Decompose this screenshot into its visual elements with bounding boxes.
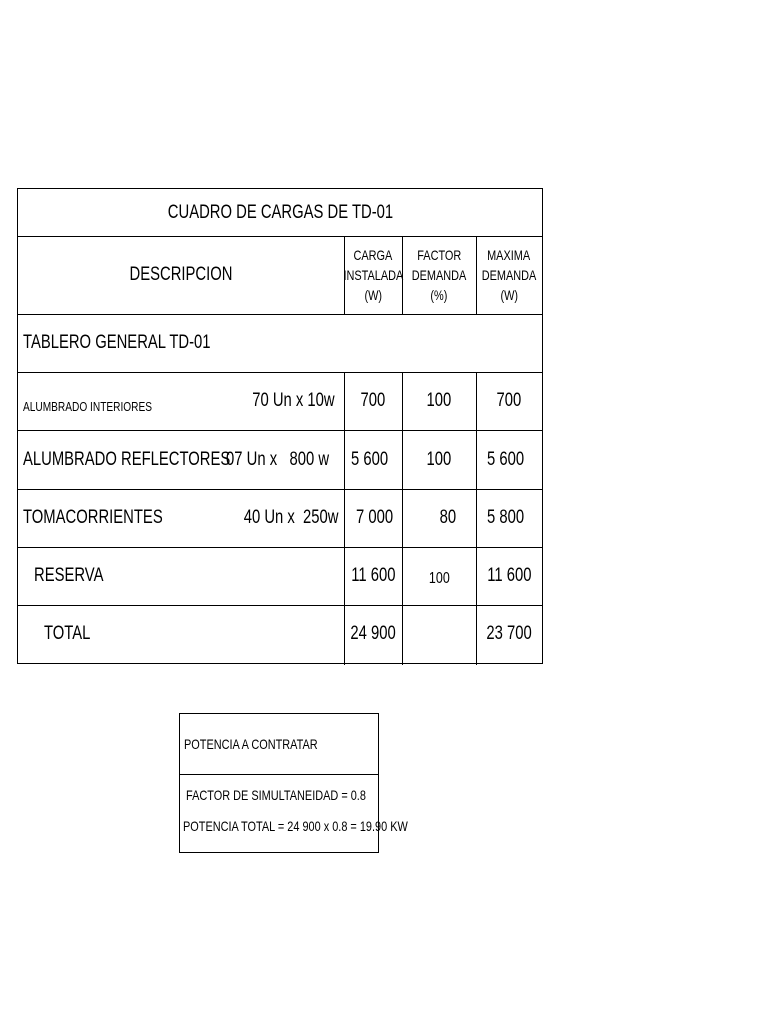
row-factor: 80 [439, 507, 456, 528]
row-factor: 100 [426, 390, 452, 411]
row-maxima-cell [476, 547, 542, 605]
header-factor: FACTOR DEMANDA (%) [411, 247, 467, 303]
total-label: TOTAL [44, 623, 91, 644]
row-carga: 7 000 [356, 507, 394, 528]
row-carga: 700 [360, 390, 386, 411]
row-factor: 100 [426, 448, 452, 470]
row-factor-cell [402, 430, 476, 489]
total-power: POTENCIA TOTAL = 24 900 x 0.8 = 19.90 KW [183, 818, 408, 834]
row-name: ALUMBRADO INTERIORES [23, 398, 153, 414]
contract-title: POTENCIA A CONTRATAR [184, 736, 318, 752]
row-maxima: 11 600 [486, 565, 532, 586]
total-label-cell [44, 605, 244, 663]
row-qty-cell [198, 372, 335, 430]
section-title-cell [23, 314, 343, 372]
row-factor-cell [402, 489, 456, 547]
contract-title-cell [184, 714, 378, 774]
load-table [17, 188, 543, 664]
row-carga-cell [351, 430, 402, 489]
total-factor-cell [402, 605, 476, 663]
row-qty-cell [198, 489, 338, 547]
row-name-cell [34, 547, 234, 605]
row-qty-cell [198, 430, 329, 489]
row-carga-cell [356, 489, 402, 547]
row-carga-cell [344, 372, 402, 430]
row-name: ALUMBRADO REFLECTORES [23, 448, 231, 470]
total-carga: 24 900 [350, 623, 396, 644]
header-descripcion-cell [18, 236, 344, 314]
row-maxima-cell [476, 372, 542, 430]
total-carga-cell [344, 605, 402, 663]
row-name: RESERVA [34, 565, 104, 586]
row-maxima: 5 600 [487, 448, 525, 470]
header-maxima: MAXIMA DEMANDA (W) [481, 247, 537, 303]
table-title-cell [18, 189, 542, 236]
row-name-cell [23, 489, 223, 547]
section-title: TABLERO GENERAL TD-01 [23, 332, 211, 353]
contract-line2-cell [183, 813, 408, 839]
row-qty: 07 Un x 800 w [226, 448, 329, 470]
row-maxima-cell [487, 489, 542, 547]
contract-power-box [179, 713, 408, 853]
header-maxima-cell [476, 236, 542, 314]
row-qty: 70 Un x 10w [252, 390, 335, 411]
row-maxima: 5 800 [487, 507, 525, 528]
row-carga: 5 600 [351, 448, 389, 470]
row-name-cell [23, 430, 231, 489]
row-maxima: 700 [496, 390, 522, 411]
header-carga-cell [344, 236, 402, 314]
contract-line1-cell [186, 782, 376, 808]
row-carga: 11 600 [350, 565, 396, 586]
header-carga: CARGA INSTALADA (W) [343, 247, 403, 303]
row-name-cell [23, 372, 223, 430]
header-factor-cell [402, 236, 476, 314]
row-maxima-cell [487, 430, 542, 489]
row-divider [180, 774, 378, 775]
row-carga-cell [344, 547, 402, 605]
row-qty: 40 Un x 250w [243, 507, 338, 528]
row-factor-cell [402, 547, 476, 605]
row-factor-cell [402, 372, 476, 430]
simultaneity-factor: FACTOR DE SIMULTANEIDAD = 0.8 [186, 787, 366, 803]
header-descripcion: DESCRIPCION [129, 264, 233, 285]
row-factor: 100 [428, 570, 450, 587]
row-name: TOMACORRIENTES [23, 507, 163, 528]
table-title: CUADRO DE CARGAS DE TD-01 [167, 201, 393, 223]
total-maxima-cell [476, 605, 542, 663]
total-maxima: 23 700 [486, 623, 532, 644]
